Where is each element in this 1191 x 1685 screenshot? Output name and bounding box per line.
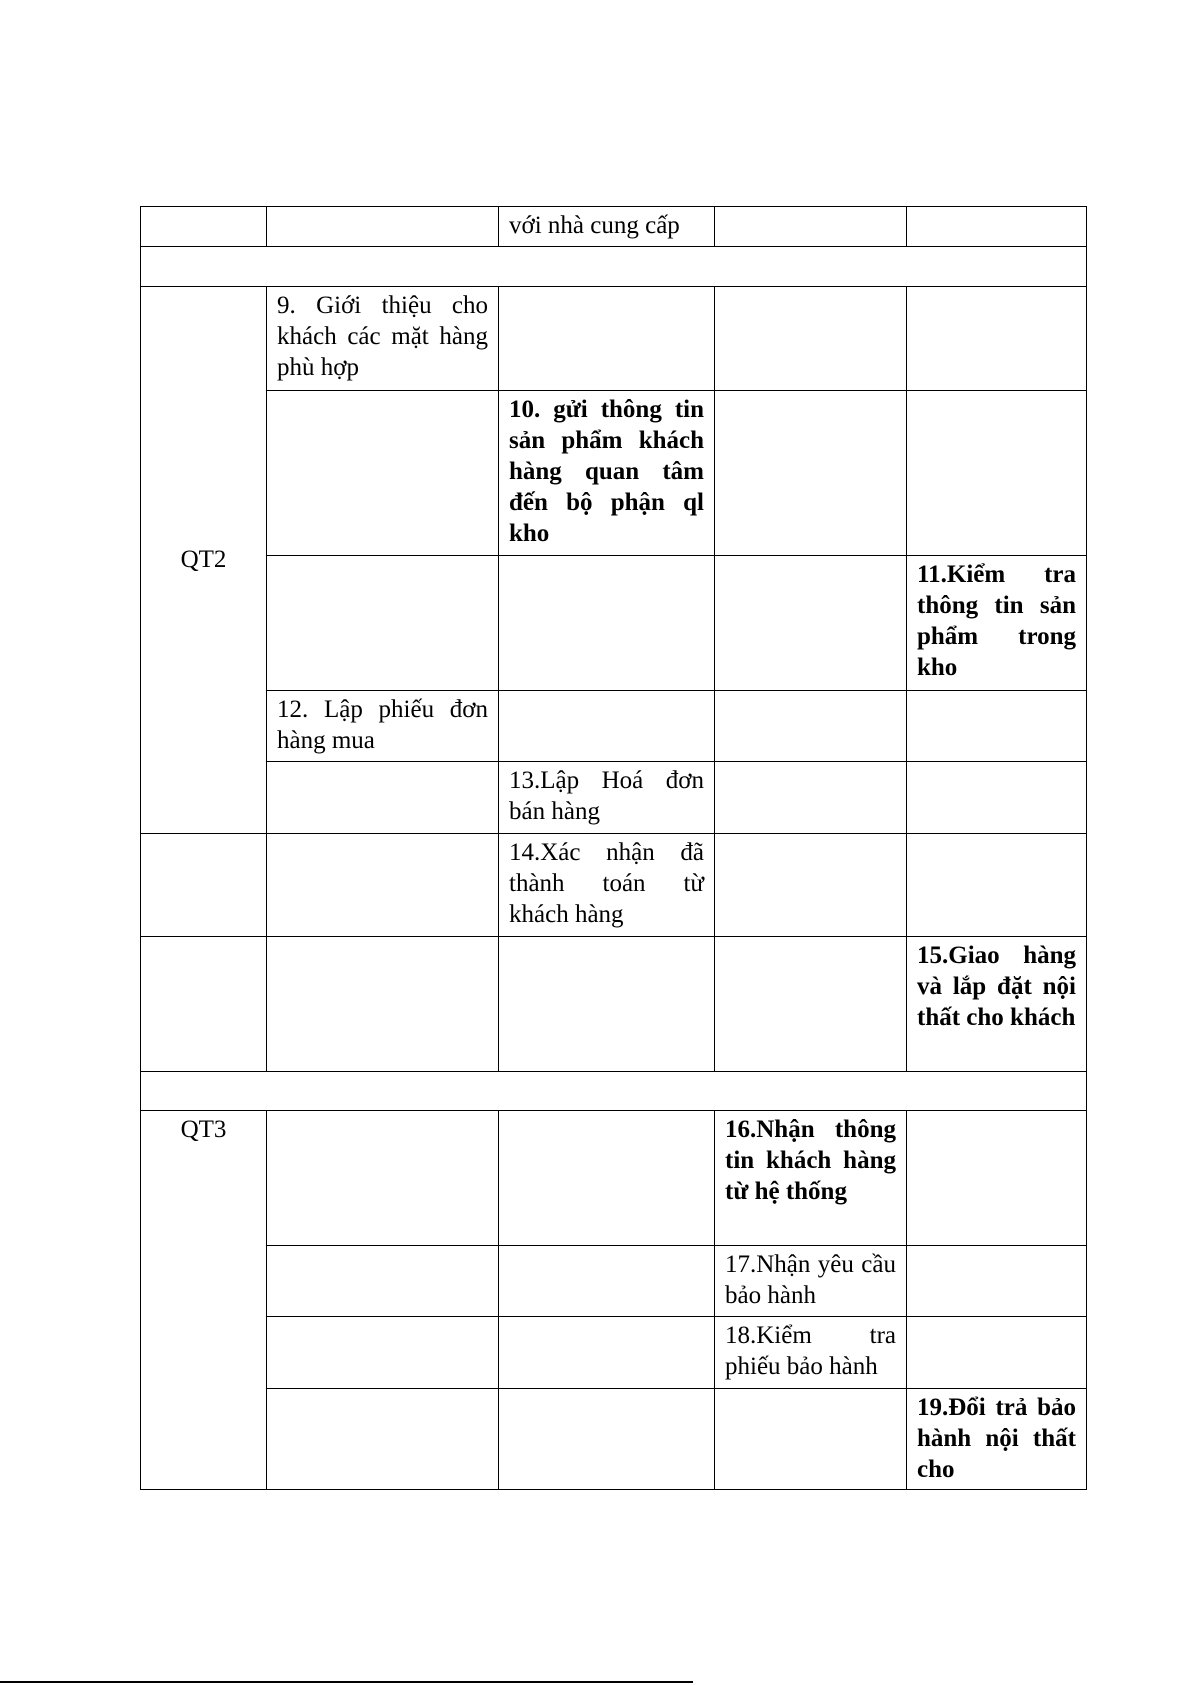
table-cell (715, 691, 907, 762)
table-cell (907, 762, 1087, 834)
table-cell (907, 1111, 1087, 1246)
table-cell (907, 691, 1087, 762)
table-cell (907, 207, 1087, 247)
table-cell (715, 556, 907, 691)
table-cell: 9. Giới thiệu cho khách các mặt hàng phù hợp (267, 287, 499, 391)
table-cell: 11.Kiểm tra thông tin sản phẩm trong kho (907, 556, 1087, 691)
table-cell: 15.Giao hàng và lắp đặt nội thất cho khách (907, 937, 1087, 1072)
table-cell (715, 287, 907, 391)
table-cell: 19.Đổi trả bảo hành nội thất cho (907, 1389, 1087, 1490)
table-cell (267, 1317, 499, 1389)
table-row (141, 691, 1087, 762)
table-cell (499, 1246, 715, 1317)
table-cell (141, 207, 267, 247)
footer-rule (0, 1681, 693, 1683)
table-row (141, 556, 1087, 691)
table-cell (267, 556, 499, 691)
table-cell (907, 391, 1087, 556)
table-cell (267, 391, 499, 556)
table-cell (499, 287, 715, 391)
table-row (141, 391, 1087, 556)
table-row (141, 1389, 1087, 1490)
table-cell (141, 937, 267, 1072)
table-row (141, 834, 1087, 937)
table-cell (715, 1389, 907, 1490)
separator-cell (141, 247, 1087, 287)
table-cell (499, 691, 715, 762)
table-cell (499, 1317, 715, 1389)
table-cell (715, 207, 907, 247)
table-row (141, 287, 1087, 391)
table-cell (715, 937, 907, 1072)
table-cell: 18.Kiểm tra phiếu bảo hành (715, 1317, 907, 1389)
table-row (141, 1317, 1087, 1389)
separator-row (141, 247, 1087, 287)
table-row (141, 937, 1087, 1072)
table-row (141, 1246, 1087, 1317)
table-cell: 17.Nhận yêu cầu bảo hành (715, 1246, 907, 1317)
table-cell (267, 834, 499, 937)
table-cell (267, 937, 499, 1072)
table-cell (715, 391, 907, 556)
table-cell (907, 1317, 1087, 1389)
table-cell (907, 834, 1087, 937)
separator-cell (141, 1072, 1087, 1111)
table-cell: 10. gửi thông tin sản phẩm khách hàng quan tâm đến bộ phận ql kho (499, 391, 715, 556)
table-cell: 16.Nhận thông tin khách hàng từ hệ thống (715, 1111, 907, 1246)
table-cell (267, 207, 499, 247)
table-cell (499, 1389, 715, 1490)
table-cell (267, 1389, 499, 1490)
table-cell (715, 762, 907, 834)
table-cell (499, 937, 715, 1072)
table-row (141, 1111, 1087, 1246)
table-row (141, 207, 1087, 247)
table-cell (141, 834, 267, 937)
table-cell (267, 1111, 499, 1246)
table-cell (499, 1111, 715, 1246)
table-cell (715, 834, 907, 937)
table-cell: 12. Lập phiếu đơn hàng mua (267, 691, 499, 762)
table-cell (907, 287, 1087, 391)
separator-row (141, 1072, 1087, 1111)
table-cell (267, 1246, 499, 1317)
table-cell: với nhà cung cấp (499, 207, 715, 247)
table-cell: 13.Lập Hoá đơn bán hàng (499, 762, 715, 834)
table-cell (267, 762, 499, 834)
process-table (140, 206, 1087, 1490)
process-label-qt3: QT3 (141, 1111, 267, 1490)
table-row (141, 762, 1087, 834)
table-cell: 14.Xác nhận đã thành toán từ khách hàng (499, 834, 715, 937)
table-cell (499, 556, 715, 691)
process-label-qt2: QT2 (141, 287, 267, 834)
table-cell (907, 1246, 1087, 1317)
